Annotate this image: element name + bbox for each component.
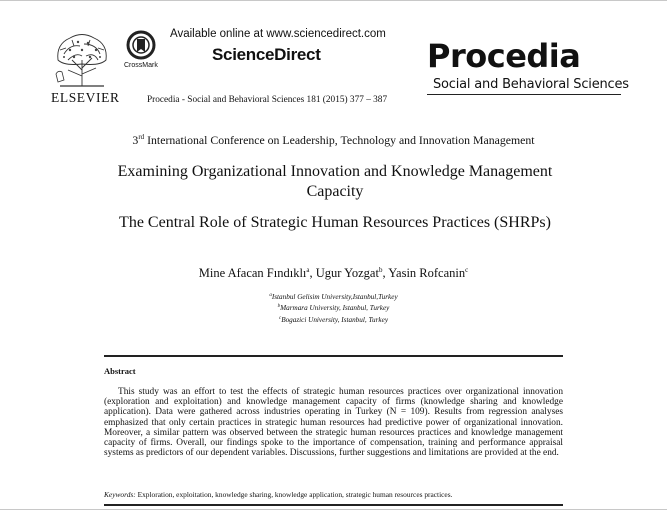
abstract-body: This study was an effort to test the effects of strategic human resources practices over organizational innovation (exploration and exploitation) and knowledge management capacity of firms (knowledge sharing and knowledge application). Data were gathered across industries operating in Turkey (N = 109). Results from regression analyses emphasized that only certain practices in strategic human resources had predictive power of organizational innovation. Moreover, a similar pattern was observed between the strategic human resources practices and knowledge management capacity of firms. Overall, our findings spoke to the importance of compensation, training and performance appraisal systems as predictors of our dependent variables. Discussions, further suggestions and limitations are provided at the end. (104, 387, 563, 459)
journal-subtitle: Social and Behavioral Sciences (433, 77, 629, 92)
affiliation-item (0, 314, 667, 325)
conference-ordinal: 3 (132, 133, 139, 147)
journal-underline (427, 94, 621, 95)
affiliation-item (0, 291, 667, 302)
available-online-text[interactable]: Available online at www.sciencedirect.com (170, 28, 386, 40)
affiliation-text: Marmara University, Istanbul, Turkey (280, 304, 390, 313)
abstract-heading: Abstract (104, 366, 136, 376)
conference-name: International Conference on Leadership, Technology and Innovation Management (144, 133, 535, 147)
author-separator: , (309, 266, 316, 280)
keywords-text: Exploration, exploitation, knowledge sharing, knowledge application, strategic human resources practices. (135, 490, 453, 499)
top-border (0, 0, 667, 1)
author-affil-mark: b (378, 266, 383, 274)
affiliation-mark: c (278, 315, 282, 321)
publisher-name: ELSEVIER (51, 90, 120, 105)
author-affil-mark: a (306, 266, 310, 274)
conference-line (0, 133, 667, 148)
keywords-line (104, 490, 452, 499)
affiliation-mark: a (269, 293, 272, 298)
paper-title: Examining Organizational Innovation and Knowledge Management Capacity (117, 163, 553, 200)
crossmark-icon[interactable] (126, 30, 156, 60)
journal-title: Procedia (427, 37, 581, 75)
affiliation-item (0, 302, 667, 313)
elsevier-tree-icon (50, 30, 114, 88)
author-name: Yasin Rofcanin (388, 266, 466, 280)
affiliation-list (0, 291, 667, 325)
author-list (0, 266, 667, 281)
affiliation-mark: b (277, 304, 281, 310)
sciencedirect-logo-text[interactable]: ScienceDirect (212, 45, 321, 64)
affiliation-text: Istanbul Gelisim University,Istanbul,Turkey (271, 293, 398, 301)
author-name: Ugur Yozgat (315, 266, 379, 280)
crossmark-label: CrossMark (124, 62, 158, 69)
abstract-bottom-rule (104, 504, 563, 506)
journal-citation: Procedia - Social and Behavioral Sciences 181 (2015) 377 – 387 (147, 95, 388, 105)
conference-ordinal-suffix: rd (138, 133, 145, 141)
abstract-top-rule (104, 355, 563, 357)
author-separator: , (382, 266, 389, 280)
bottom-border (0, 509, 667, 510)
keywords-label: Keywords: (104, 490, 136, 499)
affiliation-text: Bogazici University, Istanbul, Turkey (281, 315, 389, 324)
author-name: Mine Afacan Fındıklı (198, 266, 307, 280)
author-affil-mark: c (465, 266, 469, 274)
paper-subtitle: The Central Role of Strategic Human Resources Practices (SHRPs) (119, 214, 551, 231)
